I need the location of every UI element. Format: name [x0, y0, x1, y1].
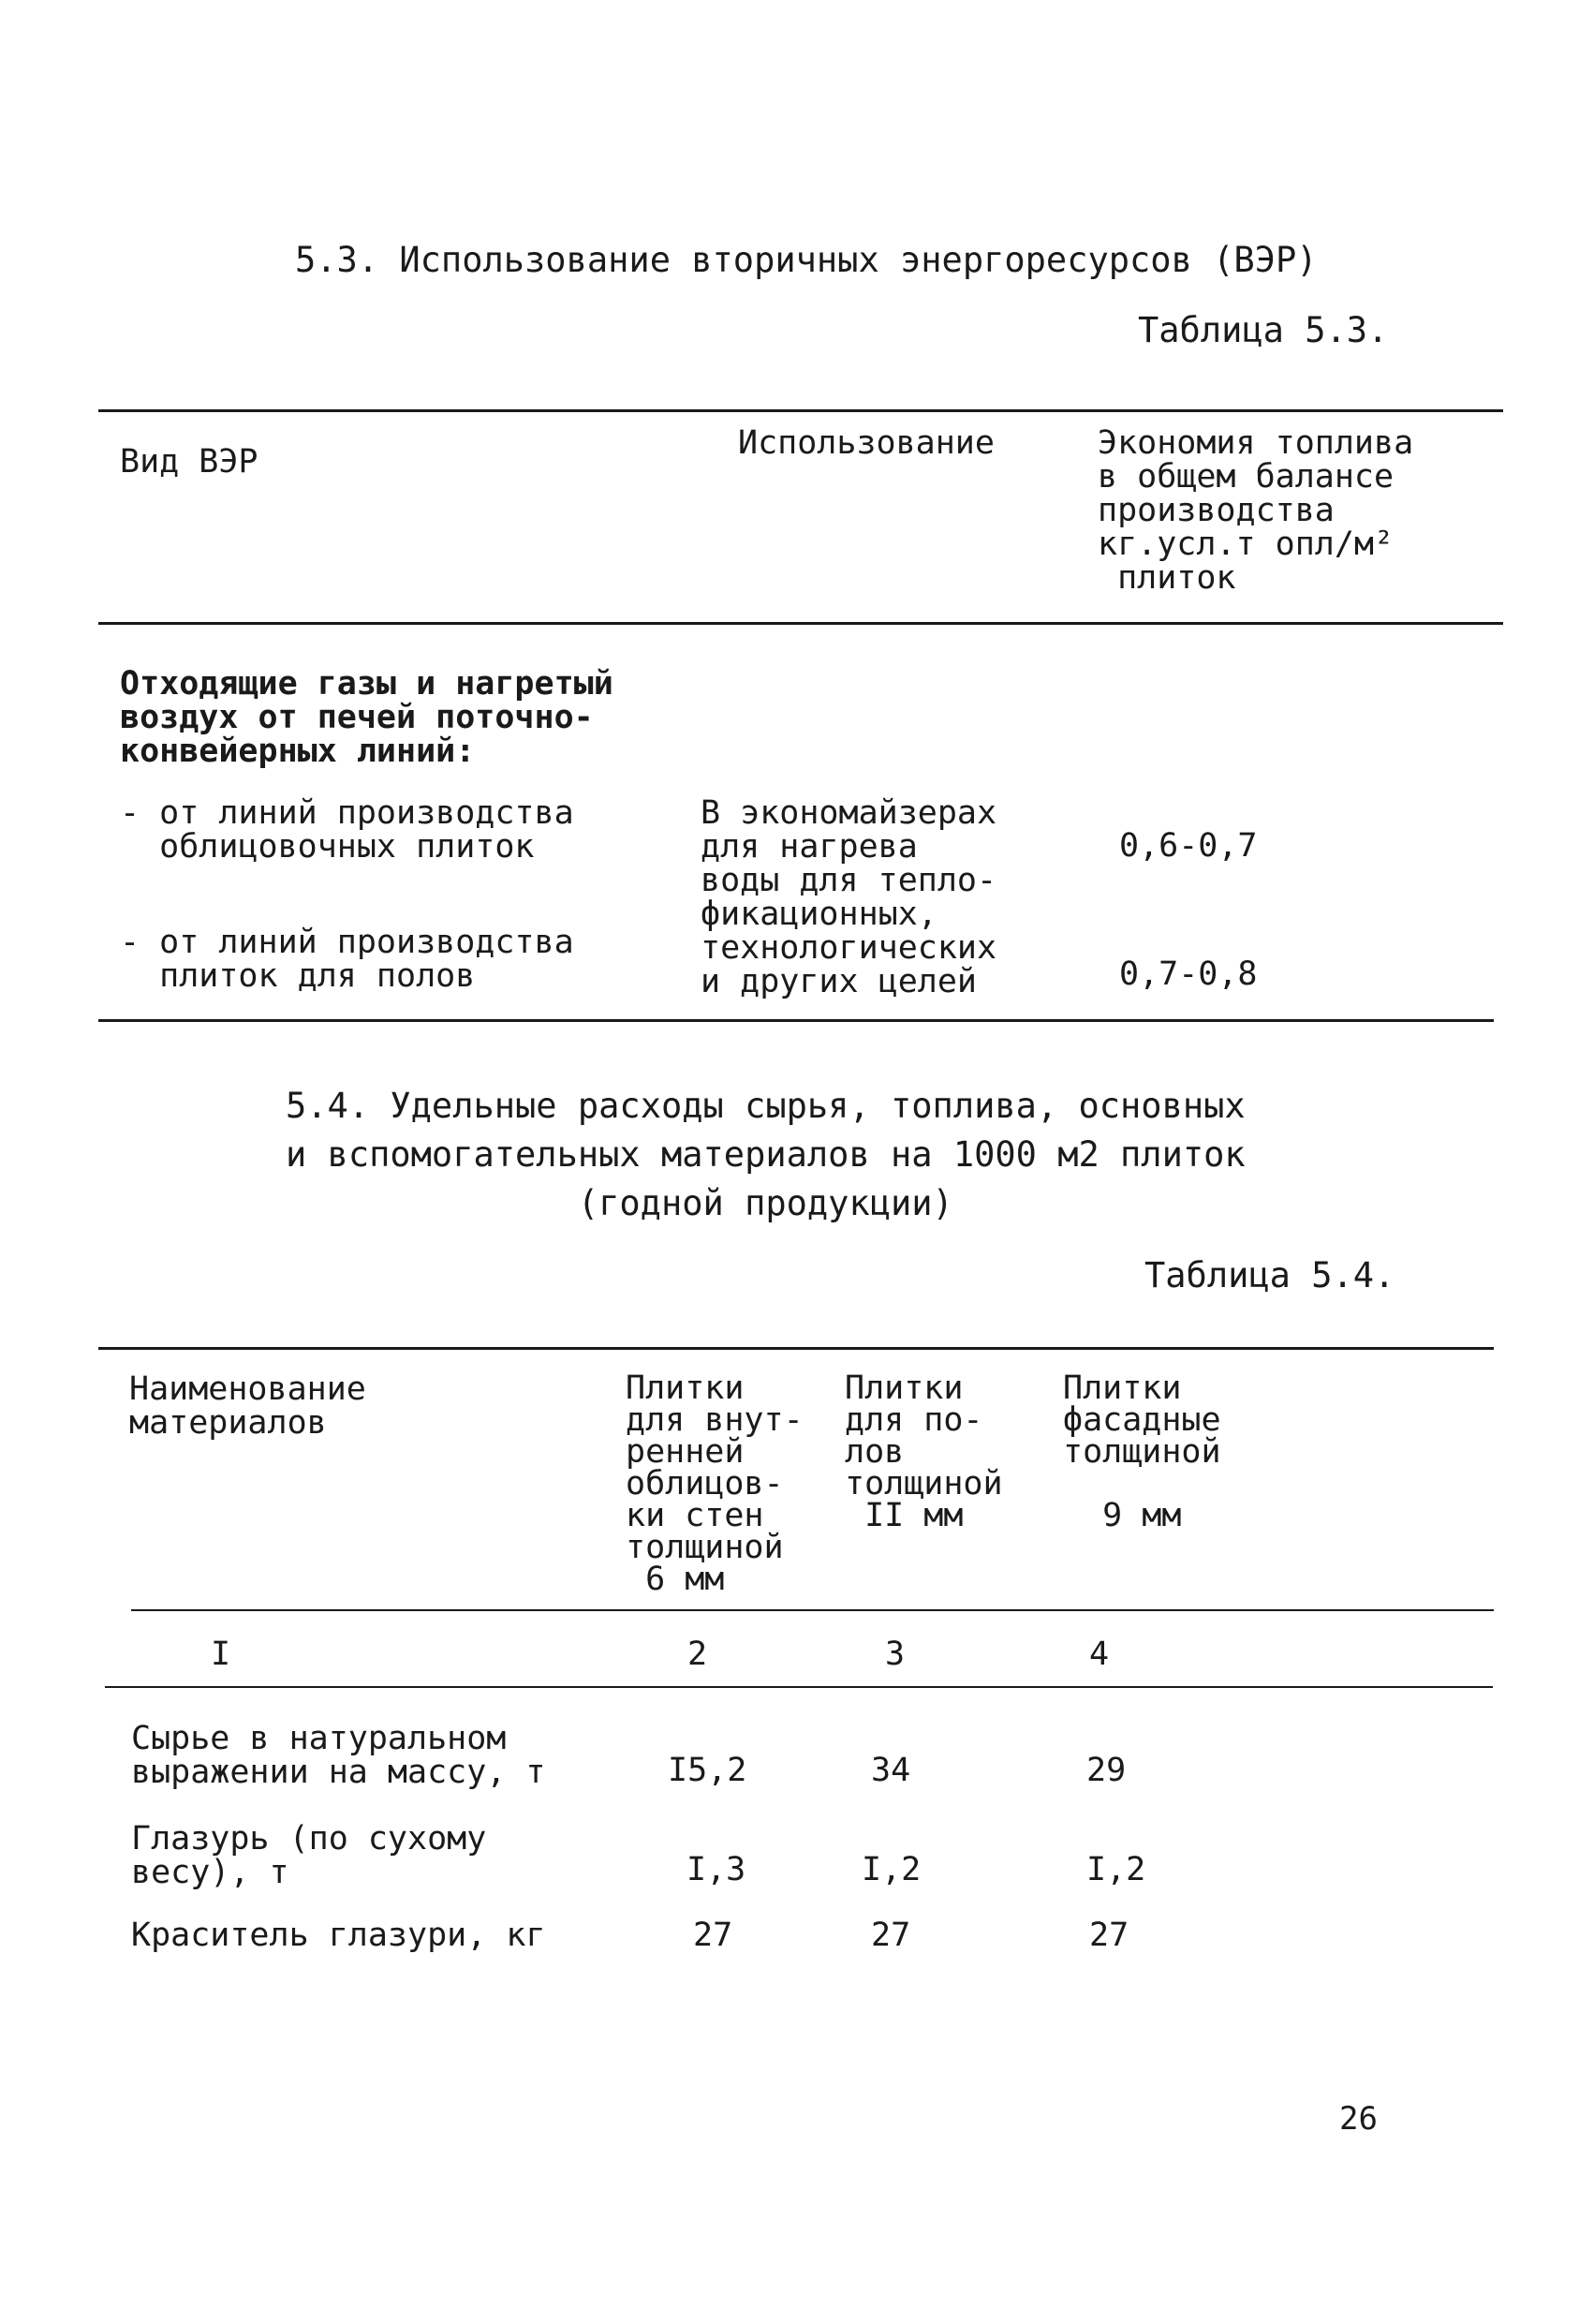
- table-5-4-header-floor-tiles: Плитки для по- лов толщиной II мм: [845, 1369, 1003, 1534]
- table-5-4-colnum-1: I: [211, 1636, 231, 1673]
- table-5-4-row-1-v3: 29: [1086, 1752, 1127, 1789]
- table-5-3-row-1-label: - от линий производства облицовочных плиток: [120, 794, 574, 866]
- table-5-4-row-1-name: Сырье в натуральном выражении на массу, т: [131, 1720, 546, 1791]
- table-5-4-colnum-4: 4: [1089, 1636, 1110, 1673]
- table-5-3-row-2-label: - от линий производства плиток для полов: [120, 924, 574, 995]
- table-5-4-row-2-name: Глазурь (по сухому весу), т: [131, 1820, 487, 1891]
- table-5-4-row-2-v1: I,3: [686, 1851, 746, 1888]
- table-label-5-4: Таблица 5.4.: [1144, 1255, 1395, 1295]
- table-5-4-row-3-v3: 27: [1089, 1917, 1129, 1954]
- table-5-3-usage-text: В экономайзерах для нагрева воды для тепло- фикационных, технологических и других целей: [701, 794, 997, 1000]
- table-5-4-row-2-v3: I,2: [1086, 1851, 1146, 1888]
- table-5-4-row-3-v1: 27: [693, 1917, 733, 1954]
- table-5-4-row-3-v2: 27: [871, 1917, 911, 1954]
- table-5-4-colnum-3: 3: [885, 1636, 906, 1673]
- table-5-4-colnum-2: 2: [687, 1636, 708, 1673]
- table-5-4-header-facade-tiles: Плитки фасадные толщиной 9 мм: [1063, 1369, 1221, 1534]
- table-5-4-row-3-name: Краситель глазури, кг: [131, 1917, 546, 1954]
- table-5-4-header-rule: [131, 1609, 1494, 1611]
- table-5-3-header-type: Вид ВЭР: [120, 443, 258, 481]
- table-5-3-row-1-value: 0,6-0,7: [1119, 827, 1258, 865]
- table-5-4-header-wall-tiles: Плитки для внут- ренней облицов- ки стен толщиной 6 мм: [626, 1369, 804, 1598]
- table-5-3-top-rule: [98, 409, 1503, 412]
- table-5-3-bottom-rule: [98, 1019, 1494, 1022]
- table-5-3-header-rule: [98, 622, 1503, 625]
- table-5-4-top-rule: [98, 1347, 1494, 1350]
- page-number: 26: [1339, 2100, 1378, 2138]
- section-heading-5-4: 5.4. Удельные расходы сырья, топлива, основных и вспомогательных материалов на 1000 м2 плиток (годной продукции): [286, 1086, 1246, 1223]
- table-5-4-header-materials: Наименование материалов: [129, 1370, 366, 1442]
- section-heading-5-3: 5.3. Использование вторичных энергоресурсов (ВЭР): [295, 240, 1318, 280]
- table-5-4-row-2-v2: I,2: [862, 1851, 922, 1888]
- table-5-4-row-1-v1: I5,2: [668, 1752, 747, 1789]
- table-5-3-header-usage: Использование: [738, 424, 995, 462]
- table-5-4-row-1-v2: 34: [871, 1752, 911, 1789]
- table-5-4-numbers-rule: [105, 1686, 1493, 1688]
- table-5-3-row-2-value: 0,7-0,8: [1119, 955, 1258, 993]
- table-5-3-header-savings: Экономия топлива в общем балансе производства кг.усл.т опл/м² плиток: [1098, 424, 1414, 597]
- table-label-5-3: Таблица 5.3.: [1138, 310, 1389, 350]
- table-5-3-group-label: Отходящие газы и нагретый воздух от печей поточно- конвейерных линий:: [120, 665, 613, 770]
